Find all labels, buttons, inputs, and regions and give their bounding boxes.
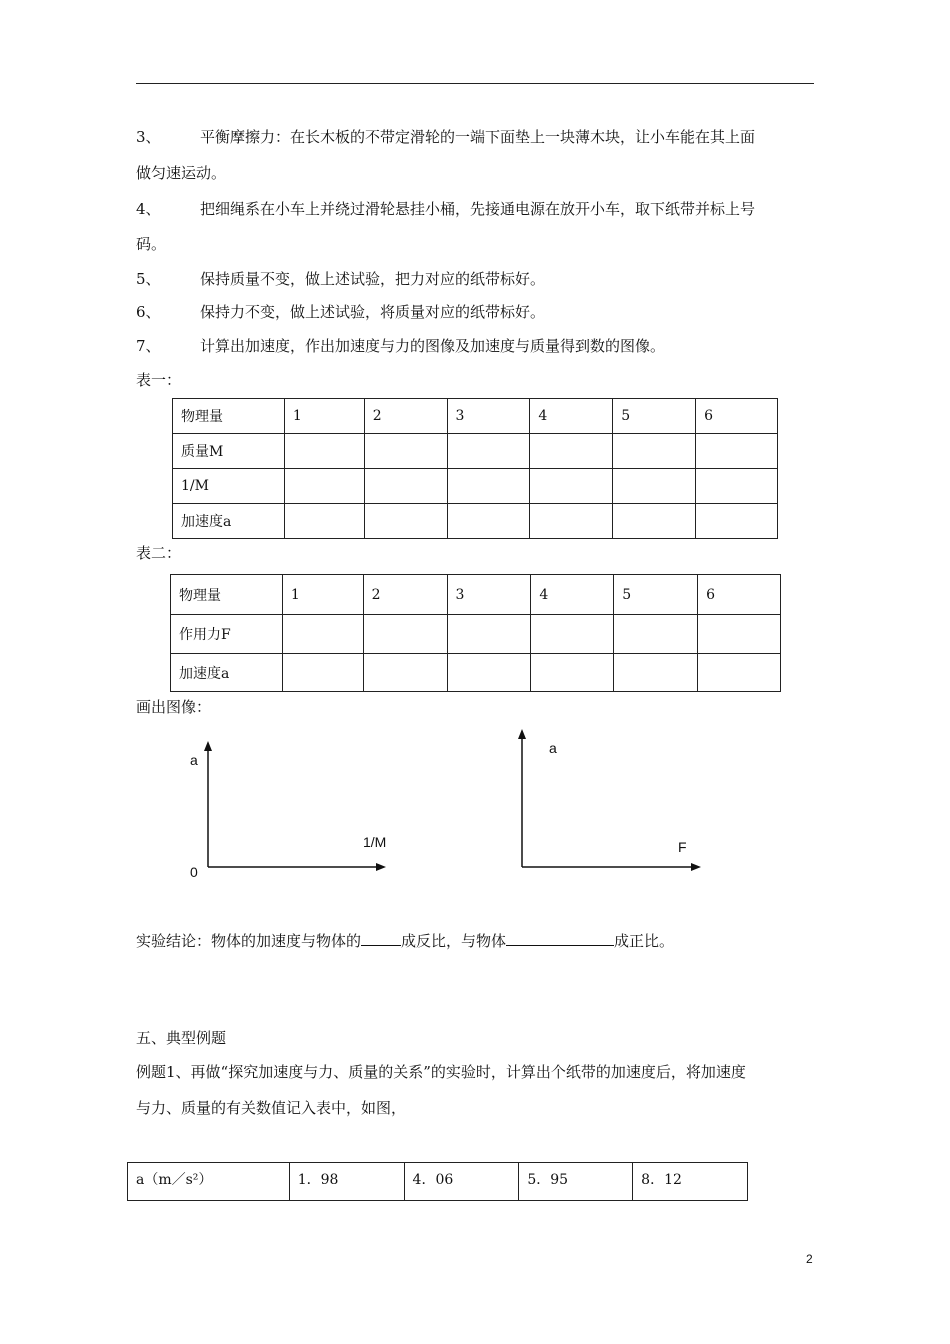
blank-1[interactable] xyxy=(361,929,401,946)
table3-cell: 8．12 xyxy=(633,1163,748,1201)
section5-title: 五、典型例题 xyxy=(136,1029,227,1047)
table1-cell: 2 xyxy=(364,399,447,434)
table2-cell: 4 xyxy=(531,575,614,615)
table1-cell: 1 xyxy=(284,399,364,434)
table1-cell: 加速度a xyxy=(173,504,285,539)
table1-cell: 1/M xyxy=(173,469,285,504)
table1-cell: 5 xyxy=(613,399,696,434)
table2-cell: 2 xyxy=(363,575,447,615)
left-graph-origin-label: 0 xyxy=(190,864,198,880)
table1-cell: 质量M xyxy=(173,434,285,469)
left-graph-x-label: 1/M xyxy=(363,834,387,850)
table2-cell: 6 xyxy=(698,575,781,615)
table3-cell: 1．98 xyxy=(289,1163,404,1201)
step-7: 7、 计算出加速度，作出加速度与力的图像及加速度与质量得到数的图像。 xyxy=(136,337,666,355)
table3-cell: 4．06 xyxy=(404,1163,519,1201)
table1-caption: 表一： xyxy=(136,371,182,389)
table2-cell: 作用力F xyxy=(171,615,283,654)
table2-cell: 加速度a xyxy=(171,654,283,692)
step-5: 5、 保持质量不变，做上述试验，把力对应的纸带标好。 xyxy=(136,270,546,288)
example1-line-2: 与力、质量的有关数值记入表中，如图， xyxy=(136,1099,407,1117)
table1-cell: 4 xyxy=(530,399,613,434)
page-number: 2 xyxy=(806,1252,813,1266)
table3-cell: a（m／s²） xyxy=(128,1163,290,1201)
table1-cell: 物理量 xyxy=(173,399,285,434)
table2-cell: 1 xyxy=(282,575,363,615)
table1-cell: 6 xyxy=(696,399,778,434)
conclusion: 实验结论：物体的加速度与物体的 成反比，与物体 成正比。 xyxy=(136,929,674,951)
table3-row xyxy=(128,1163,748,1201)
table2-cell: 物理量 xyxy=(171,575,283,615)
step-3-line-1: 3、 平衡摩擦力：在长木板的不带定滑轮的一端下面垫上一块薄木块，让小车能在其上面 xyxy=(136,128,756,146)
step-6: 6、 保持力不变，做上述试验，将质量对应的纸带标好。 xyxy=(136,303,546,321)
table2-cell: 3 xyxy=(447,575,531,615)
left-graph-y-label: a xyxy=(190,752,198,768)
table3-cell: 5．95 xyxy=(519,1163,633,1201)
table1-cell: 3 xyxy=(447,399,530,434)
table3 xyxy=(127,1162,748,1201)
step-4-line-2: 码。 xyxy=(136,235,167,253)
table2-caption: 表二： xyxy=(136,544,182,562)
blank-2[interactable] xyxy=(506,929,614,946)
table2-cell: 5 xyxy=(614,575,698,615)
step-4-line-1: 4、 把细绳系在小车上并绕过滑轮悬挂小桶，先接通电源在放开小车，取下纸带并标上号 xyxy=(136,200,756,218)
graphs-heading: 画出图像： xyxy=(136,698,212,716)
right-graph-y-label: a xyxy=(549,740,557,756)
right-graph-x-label: F xyxy=(678,839,687,855)
example1-line-1: 例题1、再做“探究加速度与力、质量的关系”的实验时，计算出个纸带的加速度后，将加速度 xyxy=(136,1063,746,1081)
step-3-line-2: 做匀速运动。 xyxy=(136,164,227,182)
